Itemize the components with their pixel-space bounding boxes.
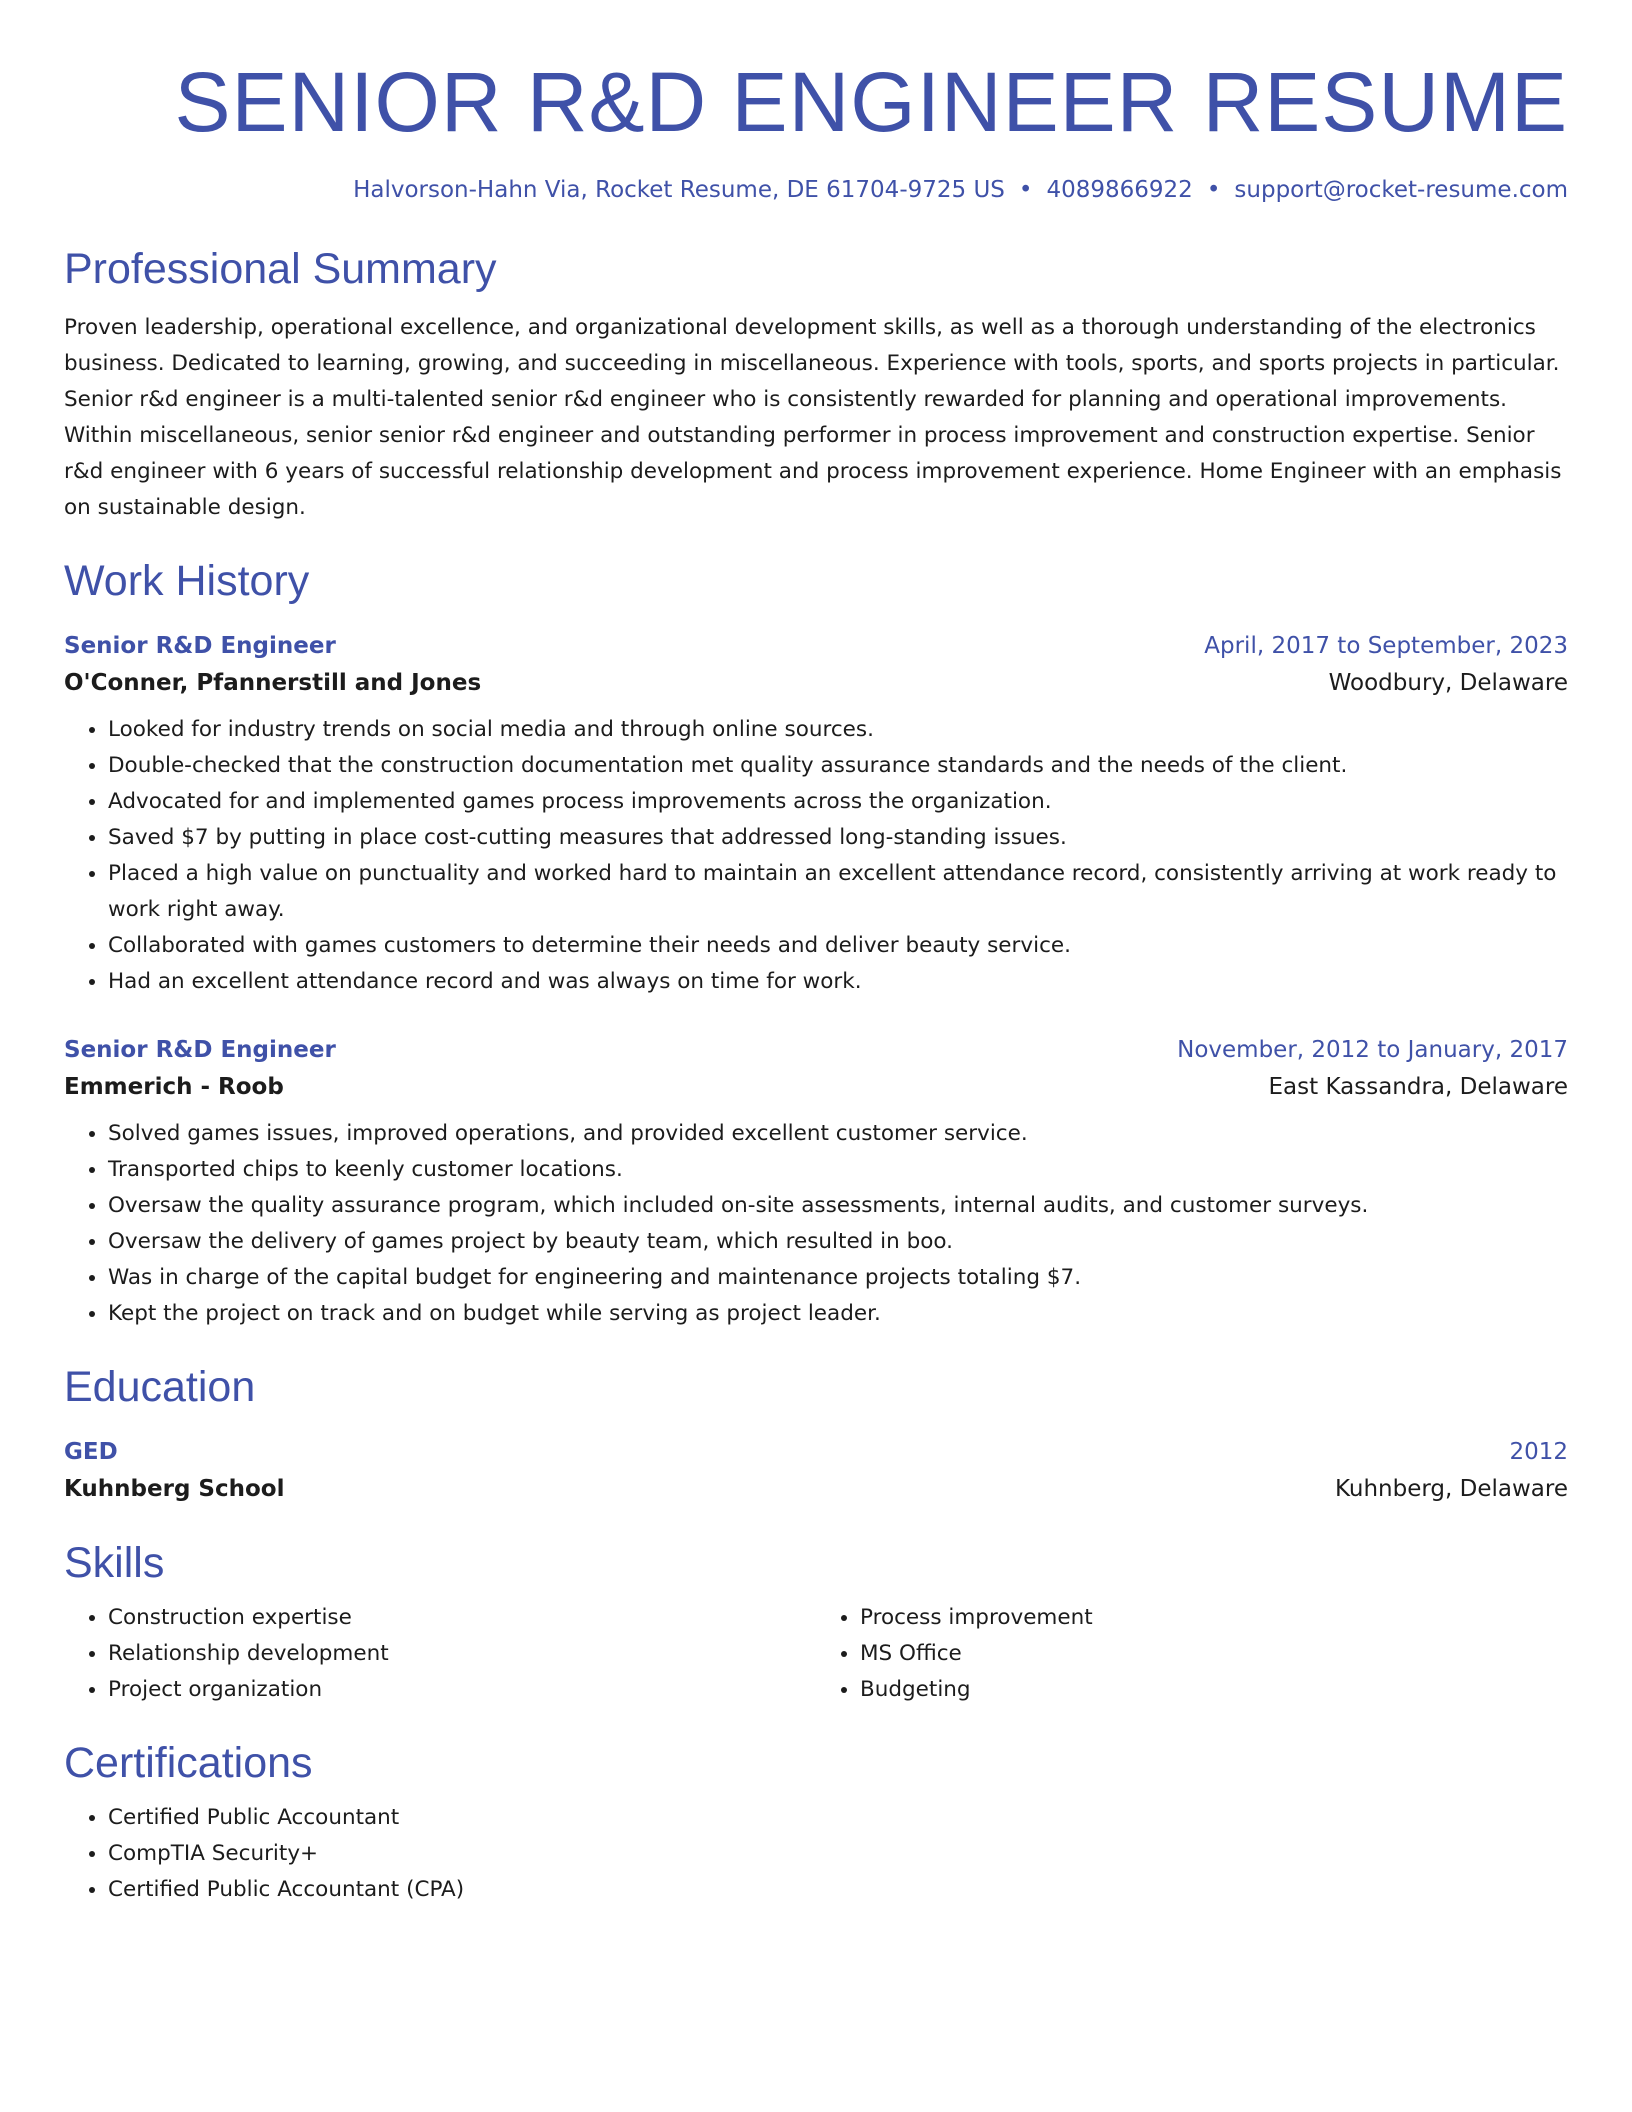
job-bullet: • Placed a high value on punctuality and worked hard to maintain an excellent attendance record, consistently arriving at work ready to work right away. [108,856,1568,928]
summary-text: Proven leadership, operational excellence, and organizational development skills, as well as a thorough understanding of the electronics business. Dedicated to learning, growing, and succeeding in miscellaneous. Experience with tools, sports, and sports projects in particular. Senior r&d engineer is a multi-talented senior r&d engineer who is consistently rewarded for planning and operational improvements. Within miscellaneous, senior senior r&d engineer and outstanding performer in process improvement and construction expertise. Senior r&d engineer with 6 years of successful relationship development and process improvement experience. Home Engineer with an emphasis on sustainable design. [64,315,1562,520]
resume-title: SENIOR R&D ENGINEER RESUME [174,55,1568,149]
education-degree: GED [64,1439,118,1465]
contact-separator: • [1018,177,1033,203]
skill-item: • Relationship development [108,1636,816,1672]
summary-heading: Professional Summary [64,245,497,293]
job-bullets [64,1116,1568,1332]
job-company: Emmerich - Roob [64,1074,284,1100]
job-location: Woodbury, Delaware [1328,670,1568,696]
skills-section [64,1536,1568,1708]
education-school: Kuhnberg School [64,1476,285,1502]
job-location: East Kassandra, Delaware [1268,1074,1568,1100]
education-entry [64,1434,1568,1508]
education-location: Kuhnberg, Delaware [1334,1476,1568,1502]
job-bullet: • Kept the project on track and on budget while serving as project leader. [108,1296,1568,1332]
job-company: O'Conner, Pfannerstill and Jones [64,670,482,696]
job-entry [64,628,1568,1000]
education-section [64,1360,1568,1508]
skill-item: • Budgeting [860,1672,1568,1708]
job-bullet: • Collaborated with games customers to determine their needs and deliver beauty service. [108,928,1568,964]
work-history-section [64,554,1568,1332]
contact-phone[interactable]: 4089866922 [1046,177,1193,203]
job-bullet: • Solved games issues, improved operations, and provided excellent customer service. [108,1116,1568,1152]
job-bullet: • Double-checked that the construction documentation met quality assurance standards and the needs of the client. [108,748,1568,784]
contact-separator: • [1206,177,1221,203]
job-bullet: • Transported chips to keenly customer locations. [108,1152,1568,1188]
resume-header [64,52,1568,206]
job-entry [64,1032,1568,1332]
education-year: 2012 [1509,1439,1568,1465]
certifications-section [64,1736,1568,1908]
certifications-heading: Certifications [64,1739,313,1787]
job-bullets [64,712,1568,1000]
skills-columns [64,1590,1568,1708]
certifications-list [64,1800,1568,1908]
education-heading: Education [64,1363,256,1411]
job-bullet: • Oversaw the delivery of games project by beauty team, which resulted in boo. [108,1224,1568,1260]
summary-section [64,242,1568,526]
contact-email[interactable]: support@rocket-resume.com [1234,177,1568,203]
job-bullet: • Oversaw the quality assurance program, which included on-site assessments, internal audits, and customer surveys. [108,1188,1568,1224]
contact-line [64,174,1568,206]
skills-heading: Skills [64,1539,165,1587]
skill-item: • Construction expertise [108,1600,816,1636]
job-bullet: • Saved $7 by putting in place cost-cutting measures that addressed long-standing issues. [108,820,1568,856]
job-title: Senior R&D Engineer [64,1037,336,1063]
job-bullet: • Was in charge of the capital budget for engineering and maintenance projects totaling $7. [108,1260,1568,1296]
job-bullet: • Looked for industry trends on social media and through online sources. [108,712,1568,748]
job-bullet: • Advocated for and implemented games process improvements across the organization. [108,784,1568,820]
skill-item: • MS Office [860,1636,1568,1672]
skill-item: • Process improvement [860,1600,1568,1636]
skills-list-right [816,1600,1568,1708]
certification-item: • CompTIA Security+ [108,1836,1568,1872]
skills-list-left [64,1600,816,1708]
job-bullet: • Had an excellent attendance record and was always on time for work. [108,964,1568,1000]
job-title: Senior R&D Engineer [64,633,336,659]
certification-item: • Certified Public Accountant [108,1800,1568,1836]
work-history-heading: Work History [64,557,310,605]
job-dates: November, 2012 to January, 2017 [1177,1037,1568,1063]
skill-item: • Project organization [108,1672,816,1708]
contact-address: Halvorson-Hahn Via, Rocket Resume, DE 61704-9725 US [353,177,1005,203]
job-dates: April, 2017 to September, 2023 [1204,633,1568,659]
certification-item: • Certified Public Accountant (CPA) [108,1872,1568,1908]
